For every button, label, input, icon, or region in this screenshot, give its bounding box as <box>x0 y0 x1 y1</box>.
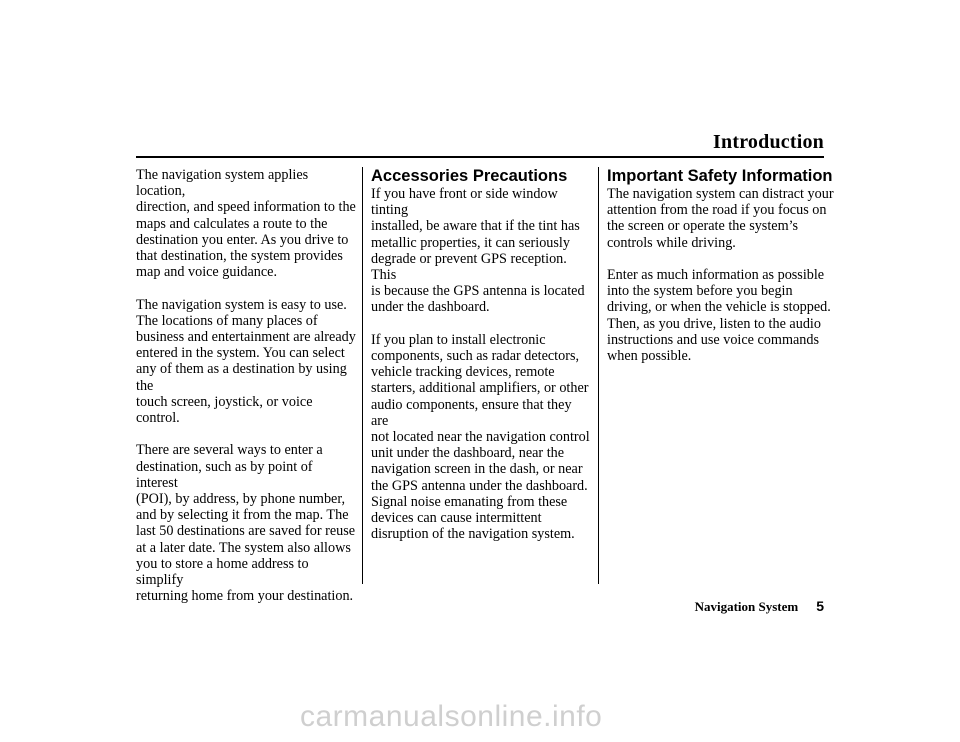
intro-column <box>136 167 356 621</box>
safety-heading: Important Safety Information <box>607 167 833 185</box>
title-rule <box>136 156 824 158</box>
column-divider-2 <box>598 167 599 584</box>
safety-paragraph-1: The navigation system can distract your attention from the road if you focus on the screen or operate the system’s controls while driving. <box>607 186 834 251</box>
accessories-paragraph-2: If you plan to install electronic components, such as radar detectors, vehicle tracking devices, remote starters, additional amplifiers, or other audio components, ensure that they are not located near the navigation control unit under the dashboard, near the navigation screen in the dash, or near the GPS antenna under the dashboard. Signal noise emanating from these devices can cause intermittent disruption of the navigation system. <box>371 331 590 543</box>
intro-paragraph-2: The navigation system is easy to use. The locations of many places of business and entertainment are already entered in the system. You can select any of them as a destination by using the touch screen, joystick, or voice control. <box>136 296 356 427</box>
accessories-paragraph-1: If you have front or side window tinting installed, be aware that if the tint has metallic properties, it can seriously degrade or prevent GPS reception. This is because the GPS antenna is located under the dashboard. <box>371 186 585 316</box>
intro-paragraph-3: There are several ways to enter a destination, such as by point of interest (POI), by address, by phone number, and by selecting it from the map. The last 50 destinations are saved for reuse at a later date. The system also allows you to store a home address to simplify returning home from your destination. <box>136 442 356 605</box>
footer-label: Navigation System <box>694 599 799 614</box>
page-title: Introduction <box>713 131 824 153</box>
intro-paragraph-1: The navigation system applies location, direction, and speed information to the maps and calculates a route to the destination you enter. As you drive to that destination, the system provides map and voice guidance. <box>136 167 356 281</box>
safety-paragraph-2: Enter as much information as possible into the system before you begin driving, or when the vehicle is stopped. Then, as you drive, listen to the audio instructions and use voice commands when possible. <box>607 267 831 365</box>
page-number: 5 <box>816 598 824 614</box>
safety-column <box>607 167 837 380</box>
page-footer <box>695 598 824 615</box>
accessories-column <box>371 167 591 559</box>
watermark: carmanualsonline.info <box>300 700 603 733</box>
column-divider-1 <box>362 167 363 584</box>
accessories-heading: Accessories Precautions <box>371 167 568 185</box>
